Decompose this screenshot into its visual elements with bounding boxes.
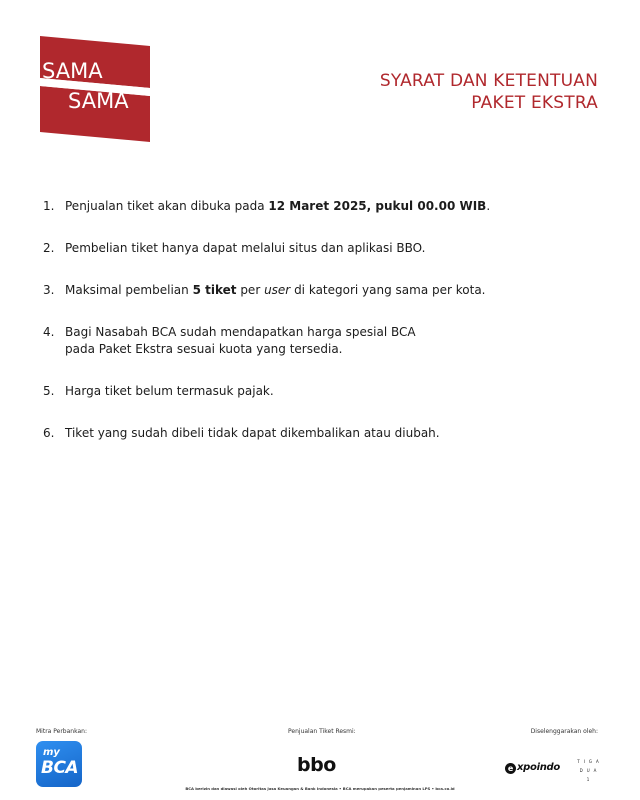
term-number: 3. [43, 283, 55, 297]
logo-text-1: SAMA [42, 59, 103, 83]
term-item-2 [43, 240, 603, 257]
page-title-line2: PAKET EKSTRA [471, 93, 598, 113]
tigadua-line3: 1 [586, 777, 594, 782]
term-number: 2. [43, 241, 55, 255]
tigadua-logo [574, 757, 606, 784]
term-item-6 [43, 425, 603, 442]
mybca-logo-my: my [43, 747, 60, 758]
mybca-logo [36, 741, 82, 787]
term-number: 1. [43, 199, 55, 213]
expoindo-logo-text: xpoindo [517, 762, 560, 773]
diselenggarakan-label: Diselenggarakan oleh: [530, 728, 598, 735]
term-text: Pembelian tiket hanya dapat melalui situs dan aplikasi BBO. [65, 241, 426, 255]
term-italic: user [264, 283, 291, 297]
term-number: 6. [43, 426, 55, 440]
term-item-3 [43, 282, 603, 299]
term-text: Maksimal pembelian [65, 283, 193, 297]
term-text: Bagi Nasabah BCA sudah mendapatkan harga spesial BCA [65, 325, 416, 339]
term-number: 4. [43, 325, 55, 339]
terms-list [43, 198, 603, 442]
page-title [380, 70, 598, 114]
term-text: Tiket yang sudah dibeli tidak dapat dikembalikan atau diubah. [65, 426, 440, 440]
sama-sama-logo [38, 36, 150, 142]
term-number: 5. [43, 384, 55, 398]
mybca-logo-bca: BCA [41, 758, 79, 778]
term-bold: 5 tiket [192, 283, 237, 297]
disclaimer: BCA berizin dan diawasi oleh Otoritas Jasa Keuangan & Bank Indonesia • BCA merupakan peserta penjaminan LPS • bca.co.id [185, 786, 455, 791]
term-item-1 [43, 198, 603, 215]
term-bold: 12 Maret 2025, pukul 00.00 WIB [268, 199, 487, 213]
term-text: pada Paket Ekstra sesuai kuota yang tersedia. [65, 342, 343, 356]
term-item-5 [43, 383, 603, 400]
tigadua-line2: DUA [579, 768, 601, 773]
bbo-logo: bbo [297, 754, 336, 776]
expoindo-logo [505, 762, 560, 774]
page-title-line1: SYARAT DAN KETENTUAN [379, 71, 598, 91]
term-text: per [236, 283, 265, 297]
term-text: Penjualan tiket akan dibuka pada [65, 199, 269, 213]
mitra-label: Mitra Perbankan: [36, 728, 87, 735]
expoindo-logo-e: e [505, 763, 516, 774]
term-text: di kategori yang sama per kota. [290, 283, 486, 297]
term-text: . [486, 199, 491, 213]
tigadua-line1: TIGA [577, 759, 603, 764]
logo-text-2: SAMA [68, 89, 129, 113]
term-text: Harga tiket belum termasuk pajak. [65, 384, 274, 398]
penjualan-label: Penjualan Tiket Resmi: [288, 728, 356, 735]
term-item-4 [43, 324, 603, 358]
